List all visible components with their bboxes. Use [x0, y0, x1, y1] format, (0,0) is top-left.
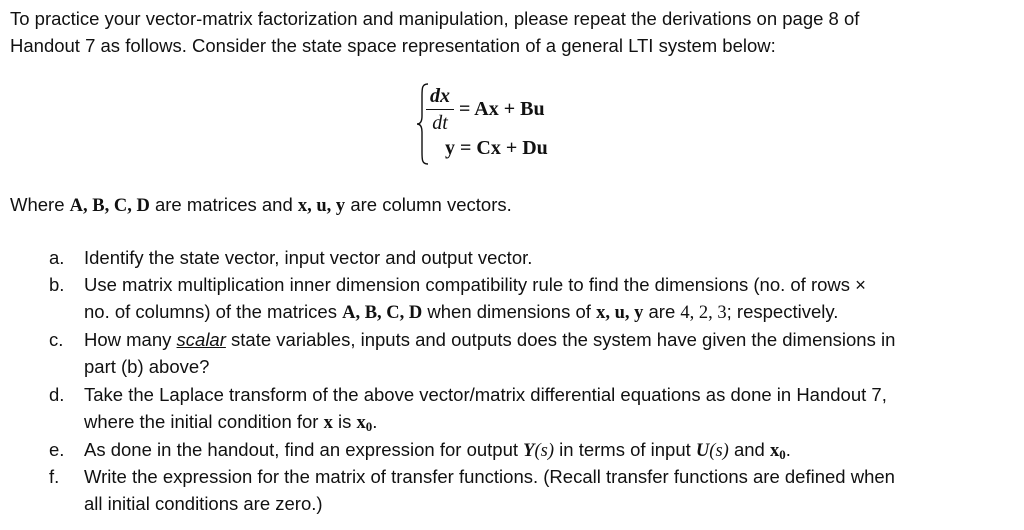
item-marker: b. [49, 274, 65, 295]
state-equation-rhs: = Ax + Bu [459, 98, 545, 120]
fraction-denominator: dt [432, 112, 448, 134]
intro-paragraph [10, 5, 1010, 59]
where-matrices: A, B, C, D [69, 196, 150, 216]
intro-line-1: To practice your vector-matrix factorization and manipulation, please repeat the derivations on page 8 of [10, 8, 860, 29]
where-text-2: are matrices and [149, 194, 298, 215]
fraction-numerator: dx [430, 85, 450, 107]
item-marker: c. [49, 329, 64, 350]
state-space-equations [416, 82, 616, 166]
item-text-line-1: Use matrix multiplication inner dimension compatibility rule to find the dimensions (no. of rows × [84, 274, 866, 295]
item-marker: d. [49, 384, 65, 405]
item-text: Identify the state vector, input vector and output vector. [84, 247, 533, 268]
item-text-line-2: part (b) above? [84, 356, 210, 377]
item-marker: e. [49, 439, 65, 460]
item-text: As done in the handout, find an expression for output Y(s) in terms of input U(s) and $x_0$. [84, 439, 791, 463]
item-text-line-2: where the initial condition for x is $x_0$. [84, 411, 378, 435]
item-text-line-1: How many scalar state variables, inputs and outputs does the system have given the dimensions in [84, 329, 896, 350]
where-text-3: are column vectors. [345, 194, 512, 215]
where-sentence [10, 191, 512, 220]
item-text-line-2: all initial conditions are zero.) [84, 493, 323, 514]
intro-line-2: Handout 7 as follows. Consider the state space representation of a general LTI system below: [10, 35, 776, 56]
where-text-1: Where [10, 194, 70, 215]
output-equation: y = Cx + Du [445, 137, 548, 159]
scalar-emphasis: scalar [176, 329, 226, 350]
item-marker: f. [49, 466, 60, 487]
item-marker: a. [49, 247, 65, 268]
item-text-line-2: no. of columns) of the matrices A, B, C, D when dimensions of x, u, y are 4, 2, 3; respectively. [84, 301, 839, 323]
derivative-fraction [426, 84, 454, 135]
where-vectors: x, u, y [297, 196, 346, 216]
item-text-line-1: Take the Laplace transform of the above vector/matrix differential equations as done in Handout 7, [84, 384, 887, 405]
fraction-bar [426, 109, 454, 110]
item-text-line-1: Write the expression for the matrix of transfer functions. (Recall transfer functions are defined when [84, 466, 895, 487]
